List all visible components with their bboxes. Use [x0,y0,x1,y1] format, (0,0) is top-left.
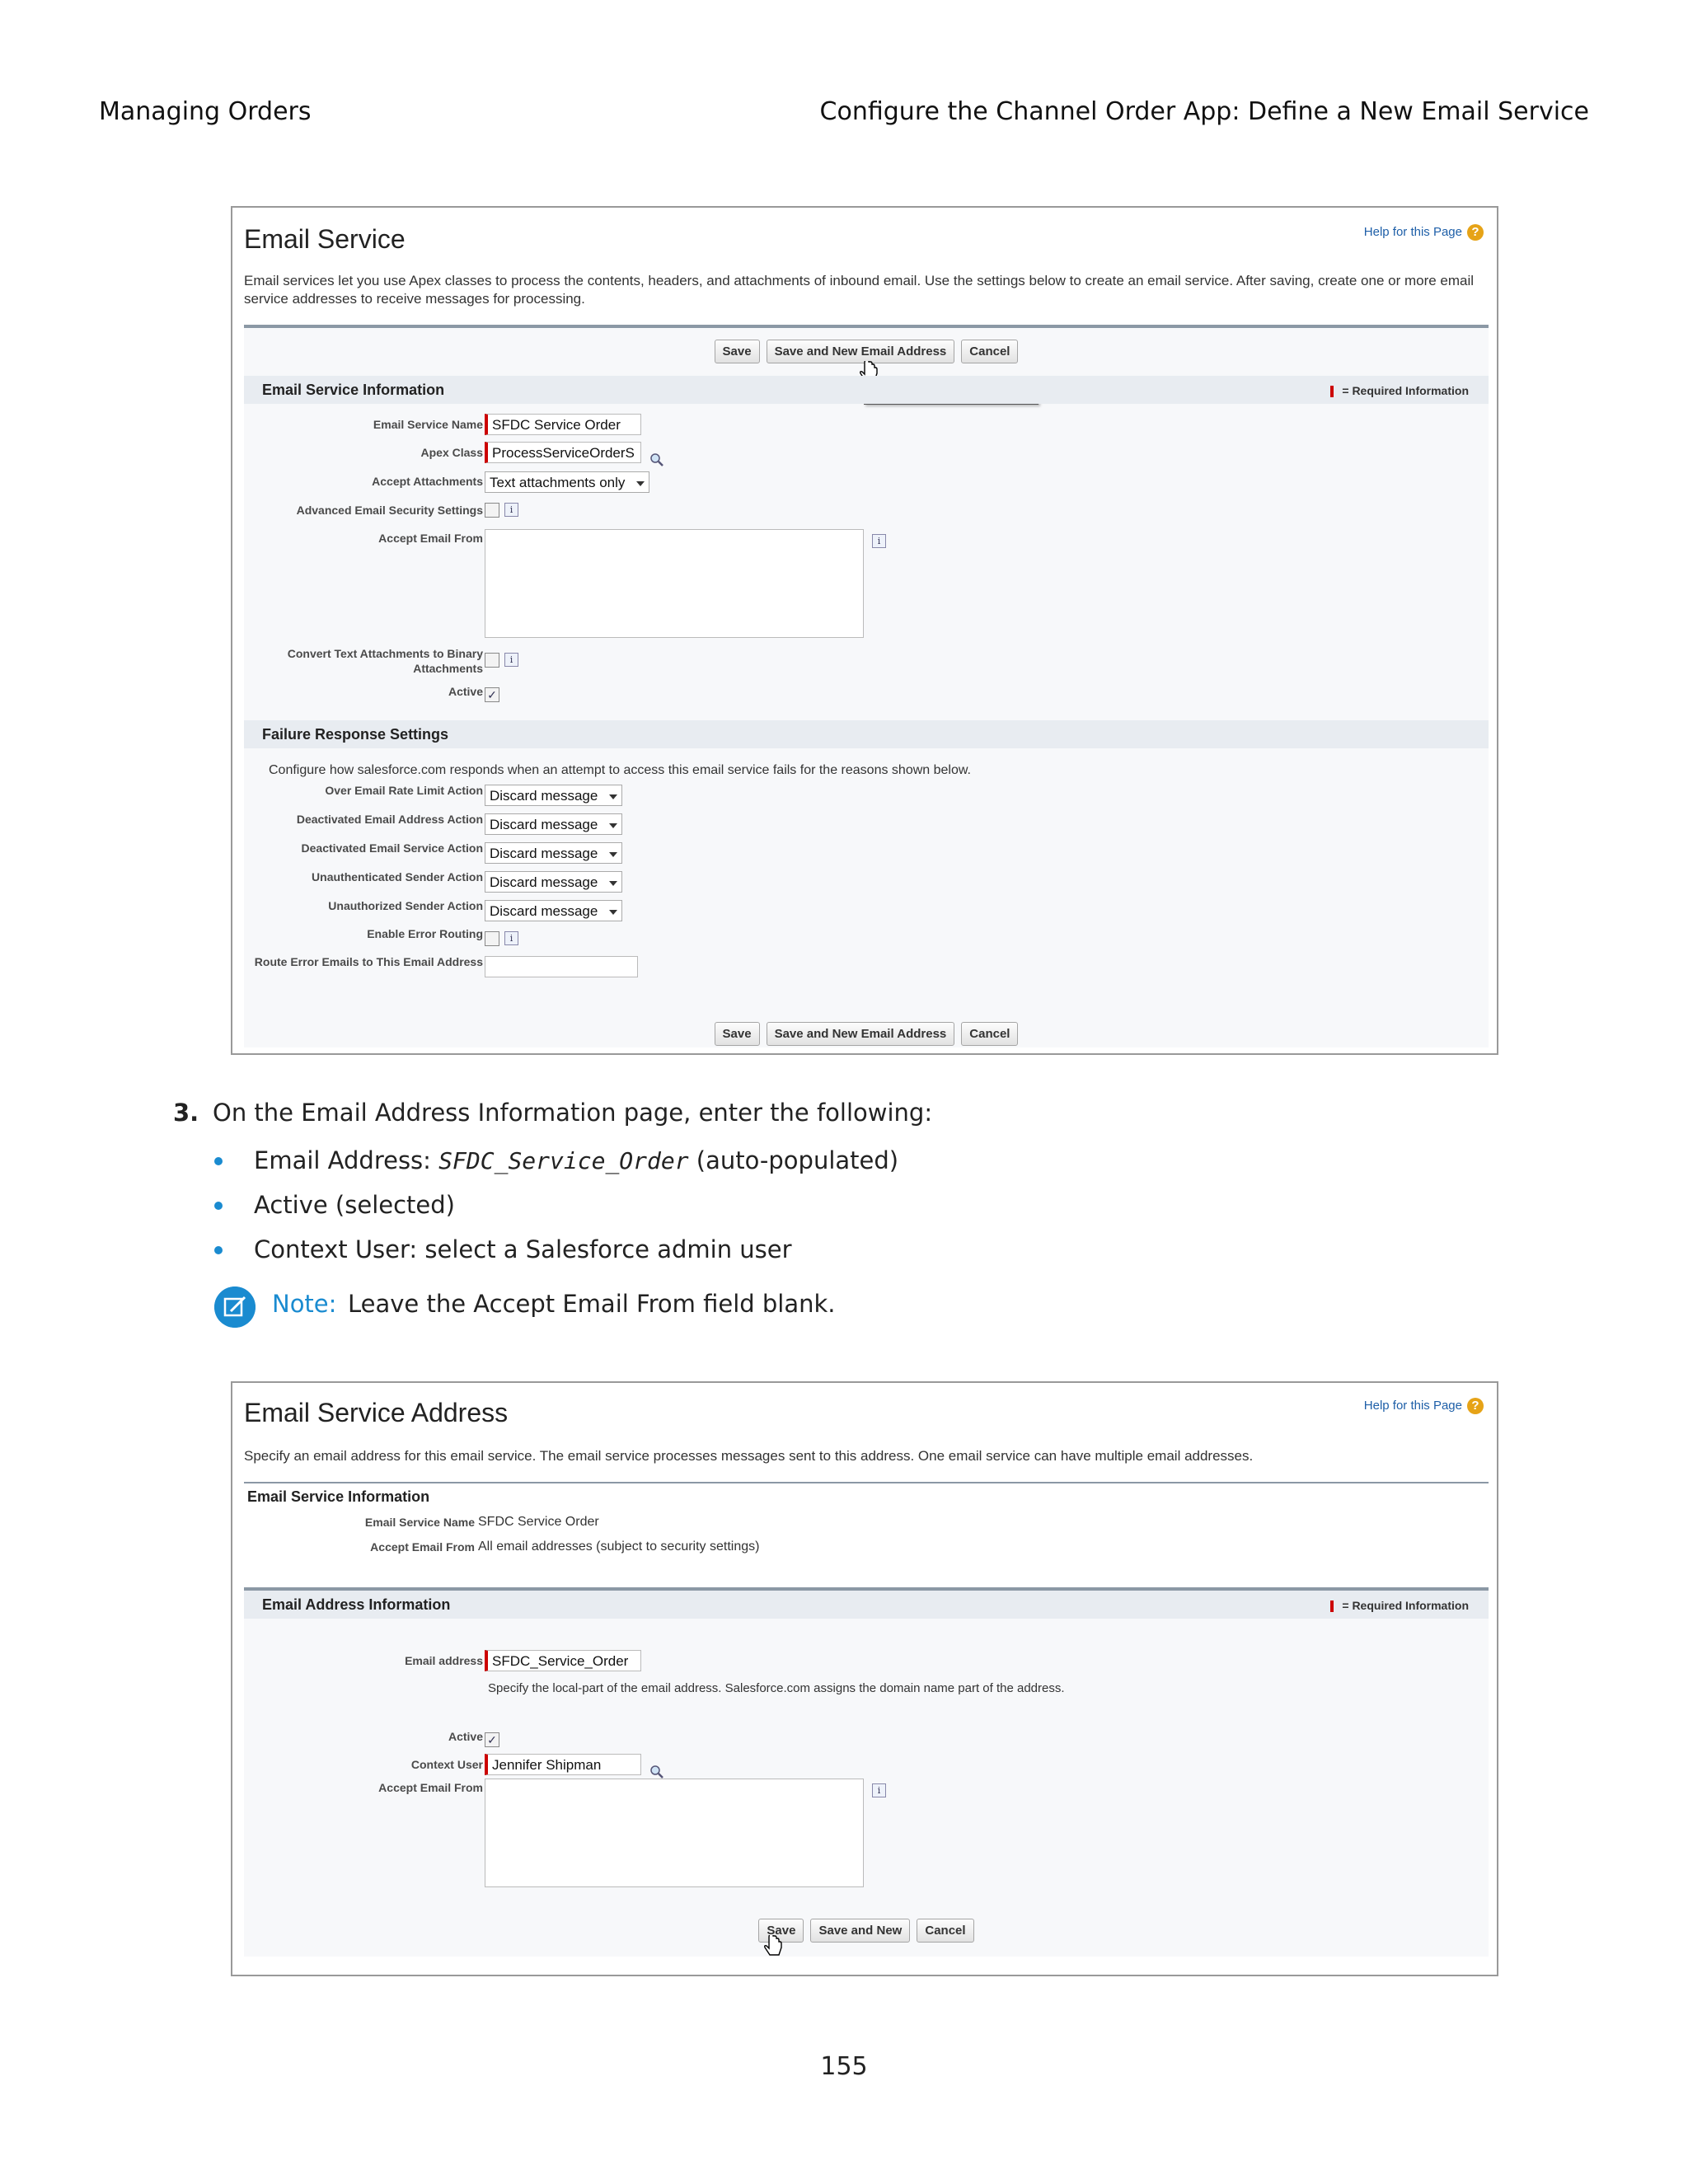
email-service-title: Email Service [244,224,406,254]
failure-select-4[interactable]: Discard message [485,900,622,921]
failure-select-0[interactable]: Discard message [485,785,622,806]
address-active-checkbox[interactable]: ✓ [485,1732,499,1747]
active-label: Active [448,685,483,698]
cancel-button[interactable]: Cancel [961,340,1018,363]
save-button[interactable]: Save [715,340,760,363]
address-accept-email-from-label: Accept Email From [378,1781,483,1794]
email-address-information-header: Email Address Information = Required Information [244,1591,1489,1619]
help-link[interactable]: Help for this Page ? [1364,1398,1484,1414]
email-service-form [244,325,1489,1047]
failure-label-0: Over Email Rate Limit Action [325,784,483,797]
info-icon: i [872,534,886,548]
email-address-input[interactable]: SFDC_Service_Order [485,1650,641,1671]
failure-description: Configure how salesforce.com responds when an attempt to access this email service fails for the reasons shown below. [269,763,971,777]
failure-label-4: Unauthorized Sender Action [328,899,483,912]
help-icon: ? [1467,1398,1484,1414]
address-active-label: Active [448,1730,483,1743]
save-button[interactable]: Save [758,1919,804,1943]
info-icon: i [872,1783,886,1797]
step-number: 3. [173,1099,199,1127]
email-address-hint: Specify the local-part of the email address. Salesforce.com assigns the domain name part of the address. [488,1681,1065,1695]
header-section-title: Managing Orders [99,97,312,126]
cancel-button[interactable]: Cancel [917,1919,973,1943]
accept-email-from-label: Accept Email From [378,532,483,545]
accept-email-from-textarea[interactable] [485,529,864,638]
accept-attachments-label: Accept Attachments [372,475,483,488]
email-address-code: SFDC_Service_Order [438,1147,689,1174]
convert-text-attachments-label: Convert Text Attachments to Binary Attachments [287,647,483,675]
enable-error-routing-label: Enable Error Routing [367,927,483,940]
lookup-icon[interactable] [649,452,664,467]
lookup-icon[interactable] [649,1765,664,1779]
apex-class-input[interactable]: ProcessServiceOrderS [485,442,641,463]
step-text: On the Email Address Information page, enter the following: [213,1099,933,1127]
address-service-name-label: Email Service Name [364,1516,475,1529]
email-service-name-label: Email Service Name [373,418,483,431]
bullet-dot [214,1157,223,1165]
context-user-label: Context User [410,1758,483,1771]
help-icon: ? [1467,224,1484,241]
advanced-security-checkbox[interactable] [485,503,499,518]
save-and-new-button[interactable]: Save and New [810,1919,910,1943]
email-service-description: Email services let you use Apex classes to process the contents, headers, and attachments of inbound email. Use the settings below to create an email service. After saving, create one or more email service addresses to receive messages for processing. [244,273,1475,307]
route-error-emails-label: Route Error Emails to This Email Address [254,955,483,968]
bottom-button-bar [244,1022,1489,1046]
failure-response-settings-header: Failure Response Settings [244,720,1489,748]
info-icon: i [504,931,518,945]
apex-class-label: Apex Class [420,446,483,459]
note-text: Leave the Accept Email From field blank. [348,1290,836,1318]
help-link[interactable]: Help for this Page ? [1364,224,1484,241]
context-user-input[interactable]: Jennifer Shipman [485,1754,641,1775]
top-button-bar [244,340,1489,363]
service-information-header: Email Service Information [247,1488,430,1505]
save-and-new-email-address-button[interactable]: Save and New Email Address [767,340,955,363]
bullet-dot [214,1202,223,1210]
failure-select-1[interactable]: Discard message [485,813,622,835]
advanced-security-label: Advanced Email Security Settings [296,504,483,517]
accept-attachments-select[interactable]: Text attachments only [485,471,649,493]
info-icon: i [504,653,518,667]
required-information-legend: = Required Information [1330,1599,1469,1612]
email-service-address-description: Specify an email address for this email service. The email service processes messages sent to this address. One email service can have multiple email addresses. [244,1448,1254,1464]
failure-label-3: Unauthenticated Sender Action [312,870,483,883]
note-edit-icon [214,1286,256,1328]
address-service-name-value: SFDC Service Order [478,1515,599,1529]
address-accept-from-value: All email addresses (subject to security settings) [478,1540,760,1554]
divider [244,1482,1489,1483]
email-address-label: Email address [405,1654,483,1667]
bullet-dot [214,1246,223,1254]
address-accept-from-label: Accept Email From [370,1540,475,1554]
required-information-legend: = Required Information [1330,384,1469,397]
email-address-form [244,1587,1489,1957]
email-service-screenshot [231,206,1498,1055]
note-label: Note: [272,1290,337,1318]
active-checkbox[interactable]: ✓ [485,687,499,702]
failure-select-2[interactable]: Discard message [485,842,622,864]
failure-label-1: Deactivated Email Address Action [296,813,483,826]
address-button-bar [244,1919,1489,1943]
page-number: 155 [820,2052,868,2081]
convert-attachments-checkbox[interactable] [485,653,499,668]
email-service-name-input[interactable]: SFDC Service Order [485,414,641,435]
info-icon: i [504,503,518,517]
address-accept-email-from-textarea[interactable] [485,1779,864,1887]
cancel-button[interactable]: Cancel [961,1022,1018,1046]
email-service-address-title: Email Service Address [244,1398,509,1427]
failure-select-3[interactable]: Discard message [485,871,622,893]
email-service-information-header: Email Service Information = Required Information [244,376,1489,404]
save-and-new-email-address-button[interactable]: Save and New Email Address [767,1022,955,1046]
page-header [99,97,1589,134]
failure-label-2: Deactivated Email Service Action [301,841,483,855]
save-button[interactable]: Save [715,1022,760,1046]
route-error-email-input[interactable] [485,956,638,977]
enable-error-routing-checkbox[interactable] [485,931,499,946]
email-service-address-screenshot [231,1381,1498,1976]
header-chapter-title: Configure the Channel Order App: Define a New Email Service [819,97,1589,126]
hand-cursor-icon [763,1935,783,1960]
